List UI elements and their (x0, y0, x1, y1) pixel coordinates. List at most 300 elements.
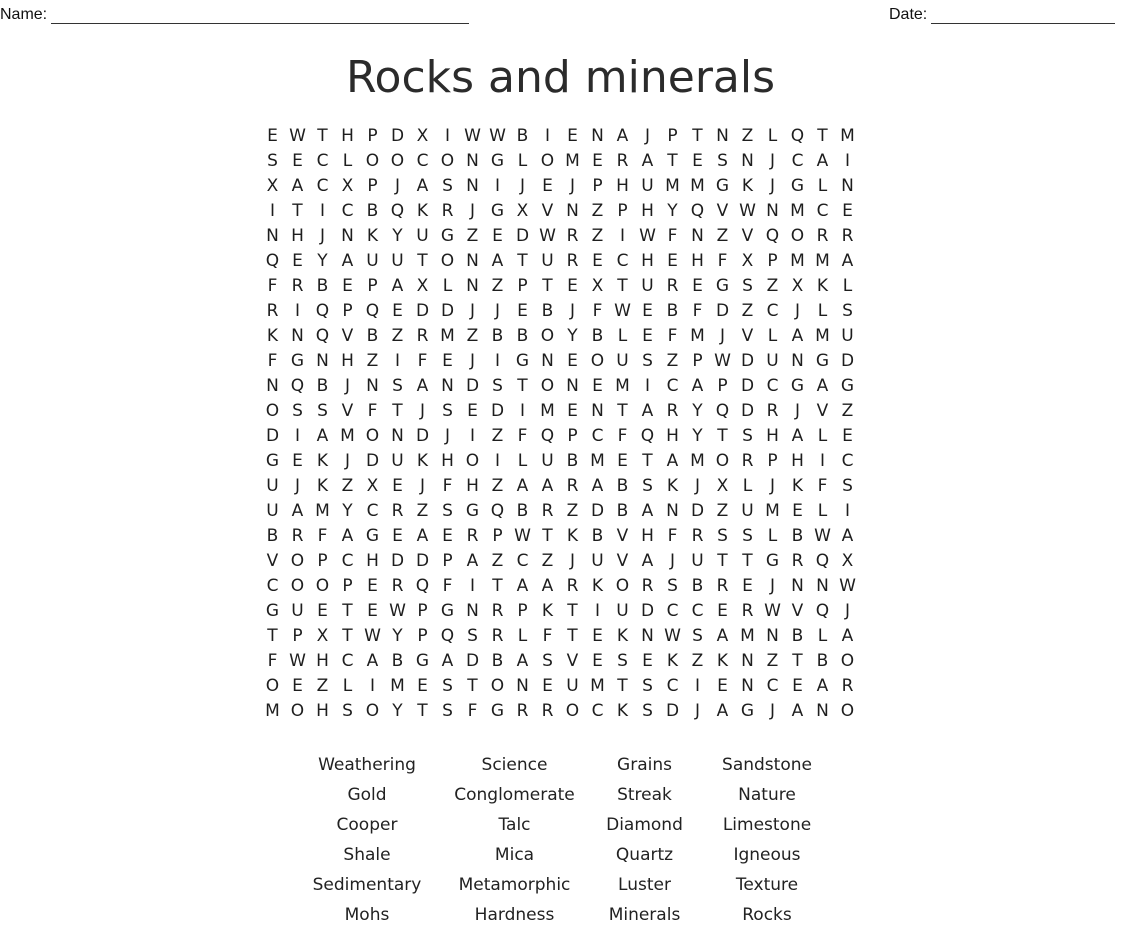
grid-letter[interactable]: M (815, 251, 830, 271)
grid-letter[interactable]: Z (566, 501, 579, 521)
grid-letter[interactable]: S (442, 176, 453, 196)
grid-letter[interactable]: D (740, 401, 755, 421)
grid-letter[interactable]: T (492, 576, 503, 596)
grid-letter[interactable]: M (265, 701, 280, 721)
grid-letter[interactable]: G (715, 276, 730, 296)
grid-letter[interactable]: I (319, 201, 325, 221)
grid-letter[interactable]: R (491, 626, 504, 646)
grid-letter[interactable]: V (816, 401, 829, 421)
grid-letter[interactable]: Q (790, 126, 805, 146)
grid-letter[interactable]: N (466, 176, 479, 196)
grid-letter[interactable]: M (340, 426, 355, 446)
grid-letter[interactable]: N (816, 701, 829, 721)
grid-letter[interactable]: R (566, 226, 579, 246)
grid-letter[interactable]: T (817, 126, 828, 146)
grid-letter[interactable]: D (415, 551, 430, 571)
grid-letter[interactable]: G (790, 376, 805, 396)
grid-letter[interactable]: K (366, 226, 379, 246)
grid-letter[interactable]: G (290, 351, 305, 371)
grid-letter[interactable]: W (389, 601, 406, 621)
grid-letter[interactable]: B (791, 626, 804, 646)
grid-letter[interactable]: Z (366, 351, 379, 371)
grid-letter[interactable]: N (791, 576, 804, 596)
grid-letter[interactable]: D (740, 351, 755, 371)
grid-letter[interactable]: L (517, 151, 528, 171)
name-field[interactable] (0, 4, 469, 24)
grid-letter[interactable]: L (817, 176, 828, 196)
date-blank-line[interactable] (931, 6, 1115, 24)
grid-letter[interactable]: R (541, 501, 554, 521)
grid-letter[interactable]: S (717, 526, 728, 546)
grid-letter[interactable]: W (639, 226, 656, 246)
grid-letter[interactable]: I (644, 376, 650, 396)
grid-letter[interactable]: Z (416, 501, 429, 521)
grid-letter[interactable]: L (767, 126, 778, 146)
grid-letter[interactable]: X (741, 251, 754, 271)
grid-letter[interactable]: T (292, 201, 303, 221)
grid-letter[interactable]: B (266, 526, 279, 546)
grid-letter[interactable]: Q (715, 401, 730, 421)
grid-letter[interactable]: N (591, 126, 604, 146)
grid-letter[interactable]: D (740, 376, 755, 396)
grid-letter[interactable]: H (341, 126, 354, 146)
grid-letter[interactable]: T (392, 401, 403, 421)
grid-letter[interactable]: E (692, 151, 703, 171)
grid-letter[interactable]: H (466, 476, 479, 496)
grid-letter[interactable]: C (766, 376, 779, 396)
grid-letter[interactable]: A (416, 526, 429, 546)
grid-letter[interactable]: N (816, 576, 829, 596)
grid-letter[interactable]: C (666, 601, 679, 621)
grid-letter[interactable]: A (841, 626, 854, 646)
grid-letter[interactable]: F (692, 301, 703, 321)
grid-letter[interactable]: E (842, 201, 853, 221)
grid-letter[interactable]: O (840, 701, 855, 721)
grid-letter[interactable]: H (766, 426, 779, 446)
grid-letter[interactable]: P (667, 126, 678, 146)
grid-letter[interactable]: C (816, 201, 829, 221)
grid-letter[interactable]: S (667, 576, 678, 596)
grid-letter[interactable]: C (416, 151, 429, 171)
grid-letter[interactable]: U (541, 451, 554, 471)
grid-letter[interactable]: D (440, 301, 455, 321)
grid-letter[interactable]: S (492, 376, 503, 396)
grid-letter[interactable]: J (344, 376, 350, 396)
grid-letter[interactable]: R (666, 276, 679, 296)
grid-letter[interactable]: V (741, 326, 754, 346)
grid-letter[interactable]: P (567, 426, 578, 446)
grid-letter[interactable]: C (516, 551, 529, 571)
grid-letter[interactable]: O (590, 351, 605, 371)
grid-letter[interactable]: R (291, 276, 304, 296)
grid-letter[interactable]: L (817, 501, 828, 521)
grid-letter[interactable]: K (616, 701, 629, 721)
grid-letter[interactable]: C (266, 576, 279, 596)
grid-letter[interactable]: X (416, 276, 429, 296)
grid-letter[interactable]: M (815, 326, 830, 346)
grid-letter[interactable]: X (316, 626, 329, 646)
grid-letter[interactable]: N (341, 226, 354, 246)
grid-letter[interactable]: D (390, 126, 405, 146)
grid-letter[interactable]: S (317, 401, 328, 421)
grid-letter[interactable]: I (369, 676, 375, 696)
grid-letter[interactable]: I (494, 351, 500, 371)
grid-letter[interactable]: S (642, 351, 653, 371)
grid-letter[interactable]: K (816, 276, 829, 296)
grid-letter[interactable]: B (366, 326, 379, 346)
grid-letter[interactable]: F (667, 526, 678, 546)
grid-letter[interactable]: Z (666, 351, 679, 371)
grid-letter[interactable]: H (341, 351, 354, 371)
grid-letter[interactable]: U (591, 551, 604, 571)
grid-letter[interactable]: A (516, 576, 529, 596)
grid-letter[interactable]: W (289, 126, 306, 146)
grid-letter[interactable]: N (466, 601, 479, 621)
grid-letter[interactable]: T (617, 401, 628, 421)
grid-letter[interactable]: Q (815, 601, 830, 621)
grid-letter[interactable]: H (641, 526, 654, 546)
grid-letter[interactable]: P (367, 176, 378, 196)
grid-letter[interactable]: H (316, 651, 329, 671)
grid-letter[interactable]: K (316, 476, 329, 496)
grid-letter[interactable]: E (642, 651, 653, 671)
grid-letter[interactable]: O (540, 151, 555, 171)
grid-letter[interactable]: I (469, 426, 475, 446)
grid-letter[interactable]: A (816, 676, 829, 696)
grid-letter[interactable]: S (717, 151, 728, 171)
grid-letter[interactable]: A (316, 426, 329, 446)
grid-letter[interactable]: W (539, 226, 556, 246)
grid-letter[interactable]: E (592, 151, 603, 171)
grid-letter[interactable]: U (416, 226, 429, 246)
grid-letter[interactable]: Q (290, 376, 305, 396)
grid-letter[interactable]: N (291, 326, 304, 346)
grid-letter[interactable]: Z (691, 651, 704, 671)
grid-letter[interactable]: G (440, 226, 455, 246)
grid-letter[interactable]: Q (690, 201, 705, 221)
grid-letter[interactable]: R (641, 576, 654, 596)
grid-letter[interactable]: J (444, 426, 450, 446)
grid-letter[interactable]: D (715, 301, 730, 321)
grid-letter[interactable]: U (841, 326, 854, 346)
grid-letter[interactable]: N (666, 501, 679, 521)
grid-letter[interactable]: E (792, 676, 803, 696)
grid-letter[interactable]: A (791, 426, 804, 446)
grid-letter[interactable]: E (742, 576, 753, 596)
grid-letter[interactable]: S (842, 476, 853, 496)
grid-letter[interactable]: D (690, 501, 705, 521)
grid-letter[interactable]: G (265, 601, 280, 621)
grid-letter[interactable]: O (365, 151, 380, 171)
grid-letter[interactable]: Z (491, 551, 504, 571)
grid-letter[interactable]: E (517, 301, 528, 321)
grid-letter[interactable]: N (266, 376, 279, 396)
grid-letter[interactable]: T (417, 251, 428, 271)
grid-letter[interactable]: Z (541, 551, 554, 571)
grid-letter[interactable]: O (490, 676, 505, 696)
grid-letter[interactable]: X (266, 176, 279, 196)
grid-letter[interactable]: A (641, 401, 654, 421)
grid-letter[interactable]: C (591, 426, 604, 446)
grid-letter[interactable]: H (691, 251, 704, 271)
grid-letter[interactable]: E (567, 401, 578, 421)
grid-letter[interactable]: J (769, 701, 775, 721)
grid-letter[interactable]: V (341, 401, 354, 421)
grid-letter[interactable]: G (515, 351, 530, 371)
grid-letter[interactable]: R (541, 701, 554, 721)
grid-letter[interactable]: J (469, 301, 475, 321)
grid-letter[interactable]: M (565, 151, 580, 171)
grid-letter[interactable]: G (715, 176, 730, 196)
grid-letter[interactable]: I (394, 351, 400, 371)
grid-letter[interactable]: L (842, 276, 853, 296)
grid-letter[interactable]: T (717, 551, 728, 571)
grid-letter[interactable]: B (491, 326, 504, 346)
grid-letter[interactable]: J (644, 126, 650, 146)
grid-letter[interactable]: Q (815, 551, 830, 571)
grid-letter[interactable]: F (267, 276, 278, 296)
grid-letter[interactable]: A (366, 651, 379, 671)
grid-letter[interactable]: W (664, 626, 681, 646)
grid-letter[interactable]: R (566, 576, 579, 596)
grid-letter[interactable]: Z (741, 301, 754, 321)
grid-letter[interactable]: U (616, 601, 629, 621)
grid-letter[interactable]: I (544, 126, 550, 146)
grid-letter[interactable]: U (741, 501, 754, 521)
grid-letter[interactable]: J (769, 476, 775, 496)
grid-letter[interactable]: G (415, 651, 430, 671)
grid-letter[interactable]: V (541, 201, 554, 221)
grid-letter[interactable]: J (694, 476, 700, 496)
grid-letter[interactable]: C (341, 651, 354, 671)
grid-letter[interactable]: O (315, 576, 330, 596)
grid-letter[interactable]: J (569, 176, 575, 196)
grid-letter[interactable]: F (667, 226, 678, 246)
grid-letter[interactable]: J (469, 351, 475, 371)
grid-letter[interactable]: I (494, 176, 500, 196)
grid-letter[interactable]: Y (692, 401, 703, 421)
grid-letter[interactable]: F (542, 626, 553, 646)
grid-letter[interactable]: F (417, 351, 428, 371)
grid-letter[interactable]: T (717, 426, 728, 446)
grid-letter[interactable]: Y (392, 626, 403, 646)
grid-letter[interactable]: I (469, 576, 475, 596)
grid-letter[interactable]: A (716, 626, 729, 646)
grid-letter[interactable]: I (844, 501, 850, 521)
grid-letter[interactable]: A (341, 526, 354, 546)
grid-letter[interactable]: G (365, 526, 380, 546)
grid-letter[interactable]: C (616, 251, 629, 271)
grid-letter[interactable]: T (517, 251, 528, 271)
grid-letter[interactable]: T (467, 676, 478, 696)
grid-letter[interactable]: G (440, 601, 455, 621)
grid-letter[interactable]: Y (692, 426, 703, 446)
grid-letter[interactable]: N (466, 276, 479, 296)
grid-letter[interactable]: R (616, 151, 629, 171)
grid-letter[interactable]: B (316, 376, 329, 396)
grid-letter[interactable]: S (642, 476, 653, 496)
grid-letter[interactable]: N (741, 676, 754, 696)
grid-letter[interactable]: F (667, 326, 678, 346)
grid-letter[interactable]: O (540, 326, 555, 346)
grid-letter[interactable]: P (517, 276, 528, 296)
grid-letter[interactable]: W (364, 626, 381, 646)
grid-letter[interactable]: F (442, 576, 453, 596)
grid-letter[interactable]: C (366, 501, 379, 521)
grid-letter[interactable]: P (417, 626, 428, 646)
grid-letter[interactable]: O (440, 251, 455, 271)
grid-letter[interactable]: R (791, 551, 804, 571)
grid-letter[interactable]: R (466, 526, 479, 546)
grid-letter[interactable]: Q (265, 251, 280, 271)
grid-letter[interactable]: N (591, 401, 604, 421)
grid-letter[interactable]: E (292, 676, 303, 696)
grid-letter[interactable]: S (617, 651, 628, 671)
grid-letter[interactable]: H (441, 451, 454, 471)
grid-letter[interactable]: J (794, 301, 800, 321)
grid-letter[interactable]: T (567, 601, 578, 621)
grid-letter[interactable]: F (517, 426, 528, 446)
grid-letter[interactable]: H (316, 701, 329, 721)
grid-letter[interactable]: S (842, 301, 853, 321)
grid-letter[interactable]: E (792, 501, 803, 521)
grid-letter[interactable]: A (791, 326, 804, 346)
grid-letter[interactable]: N (691, 226, 704, 246)
grid-letter[interactable]: R (841, 676, 854, 696)
grid-letter[interactable]: A (541, 476, 554, 496)
grid-letter[interactable]: K (566, 526, 579, 546)
grid-letter[interactable]: U (291, 601, 304, 621)
grid-letter[interactable]: T (792, 651, 803, 671)
grid-letter[interactable]: L (817, 301, 828, 321)
grid-letter[interactable]: O (790, 226, 805, 246)
grid-letter[interactable]: B (316, 276, 329, 296)
grid-letter[interactable]: P (767, 451, 778, 471)
grid-letter[interactable]: O (365, 701, 380, 721)
grid-letter[interactable]: S (342, 701, 353, 721)
grid-letter[interactable]: A (666, 451, 679, 471)
grid-letter[interactable]: N (566, 376, 579, 396)
grid-letter[interactable]: V (616, 551, 629, 571)
grid-letter[interactable]: B (591, 326, 604, 346)
grid-letter[interactable]: B (391, 651, 404, 671)
grid-letter[interactable]: N (741, 651, 754, 671)
grid-letter[interactable]: M (615, 376, 630, 396)
grid-letter[interactable]: I (269, 201, 275, 221)
grid-letter[interactable]: R (741, 451, 754, 471)
grid-letter[interactable]: R (266, 301, 279, 321)
grid-letter[interactable]: C (841, 451, 854, 471)
grid-letter[interactable]: P (342, 301, 353, 321)
grid-letter[interactable]: F (617, 426, 628, 446)
grid-letter[interactable]: R (291, 526, 304, 546)
grid-letter[interactable]: Z (316, 676, 329, 696)
grid-letter[interactable]: O (565, 701, 580, 721)
grid-letter[interactable]: E (567, 351, 578, 371)
grid-letter[interactable]: C (791, 151, 804, 171)
grid-letter[interactable]: S (467, 626, 478, 646)
grid-letter[interactable]: D (515, 226, 530, 246)
grid-letter[interactable]: N (516, 676, 529, 696)
grid-letter[interactable]: T (542, 526, 553, 546)
grid-letter[interactable]: A (816, 376, 829, 396)
grid-letter[interactable]: Q (440, 626, 455, 646)
grid-letter[interactable]: E (667, 251, 678, 271)
grid-letter[interactable]: J (669, 551, 675, 571)
grid-letter[interactable]: E (342, 276, 353, 296)
grid-letter[interactable]: T (267, 626, 278, 646)
grid-letter[interactable]: Z (466, 226, 479, 246)
grid-letter[interactable]: Q (490, 501, 505, 521)
grid-letter[interactable]: J (469, 201, 475, 221)
grid-letter[interactable]: P (367, 126, 378, 146)
grid-letter[interactable]: S (392, 376, 403, 396)
grid-letter[interactable]: Z (466, 326, 479, 346)
grid-letter[interactable]: Q (415, 576, 430, 596)
grid-letter[interactable]: M (590, 676, 605, 696)
grid-letter[interactable]: L (517, 451, 528, 471)
grid-letter[interactable]: E (367, 576, 378, 596)
grid-letter[interactable]: I (294, 426, 300, 446)
grid-letter[interactable]: V (566, 651, 579, 671)
grid-letter[interactable]: O (540, 376, 555, 396)
grid-letter[interactable]: B (616, 501, 629, 521)
grid-letter[interactable]: D (490, 401, 505, 421)
grid-letter[interactable]: K (616, 626, 629, 646)
grid-letter[interactable]: E (417, 676, 428, 696)
grid-letter[interactable]: N (366, 376, 379, 396)
grid-letter[interactable]: V (616, 526, 629, 546)
grid-letter[interactable]: Z (716, 226, 729, 246)
grid-letter[interactable]: E (442, 351, 453, 371)
grid-letter[interactable]: G (265, 451, 280, 471)
grid-letter[interactable]: B (516, 326, 529, 346)
grid-letter[interactable]: T (317, 126, 328, 146)
grid-letter[interactable]: N (641, 626, 654, 646)
grid-letter[interactable]: X (841, 551, 854, 571)
grid-letter[interactable]: A (841, 251, 854, 271)
grid-letter[interactable]: U (266, 501, 279, 521)
grid-letter[interactable]: U (391, 451, 404, 471)
grid-letter[interactable]: E (292, 151, 303, 171)
grid-letter[interactable]: M (740, 626, 755, 646)
grid-letter[interactable]: F (267, 351, 278, 371)
grid-letter[interactable]: A (641, 151, 654, 171)
grid-letter[interactable]: R (716, 576, 729, 596)
grid-letter[interactable]: D (415, 301, 430, 321)
grid-letter[interactable]: K (666, 476, 679, 496)
grid-letter[interactable]: J (769, 576, 775, 596)
grid-letter[interactable]: M (540, 401, 555, 421)
grid-letter[interactable]: E (717, 676, 728, 696)
grid-letter[interactable]: R (391, 576, 404, 596)
grid-letter[interactable]: N (541, 351, 554, 371)
grid-letter[interactable]: X (416, 126, 429, 146)
grid-letter[interactable]: N (391, 426, 404, 446)
grid-letter[interactable]: D (665, 701, 680, 721)
grid-letter[interactable]: C (666, 676, 679, 696)
grid-letter[interactable]: F (592, 301, 603, 321)
grid-letter[interactable]: L (617, 326, 628, 346)
grid-letter[interactable]: E (367, 601, 378, 621)
grid-letter[interactable]: A (416, 176, 429, 196)
grid-letter[interactable]: J (694, 701, 700, 721)
grid-letter[interactable]: L (442, 276, 453, 296)
grid-letter[interactable]: D (640, 601, 655, 621)
grid-letter[interactable]: C (591, 701, 604, 721)
grid-letter[interactable]: R (441, 201, 454, 221)
grid-letter[interactable]: K (666, 651, 679, 671)
